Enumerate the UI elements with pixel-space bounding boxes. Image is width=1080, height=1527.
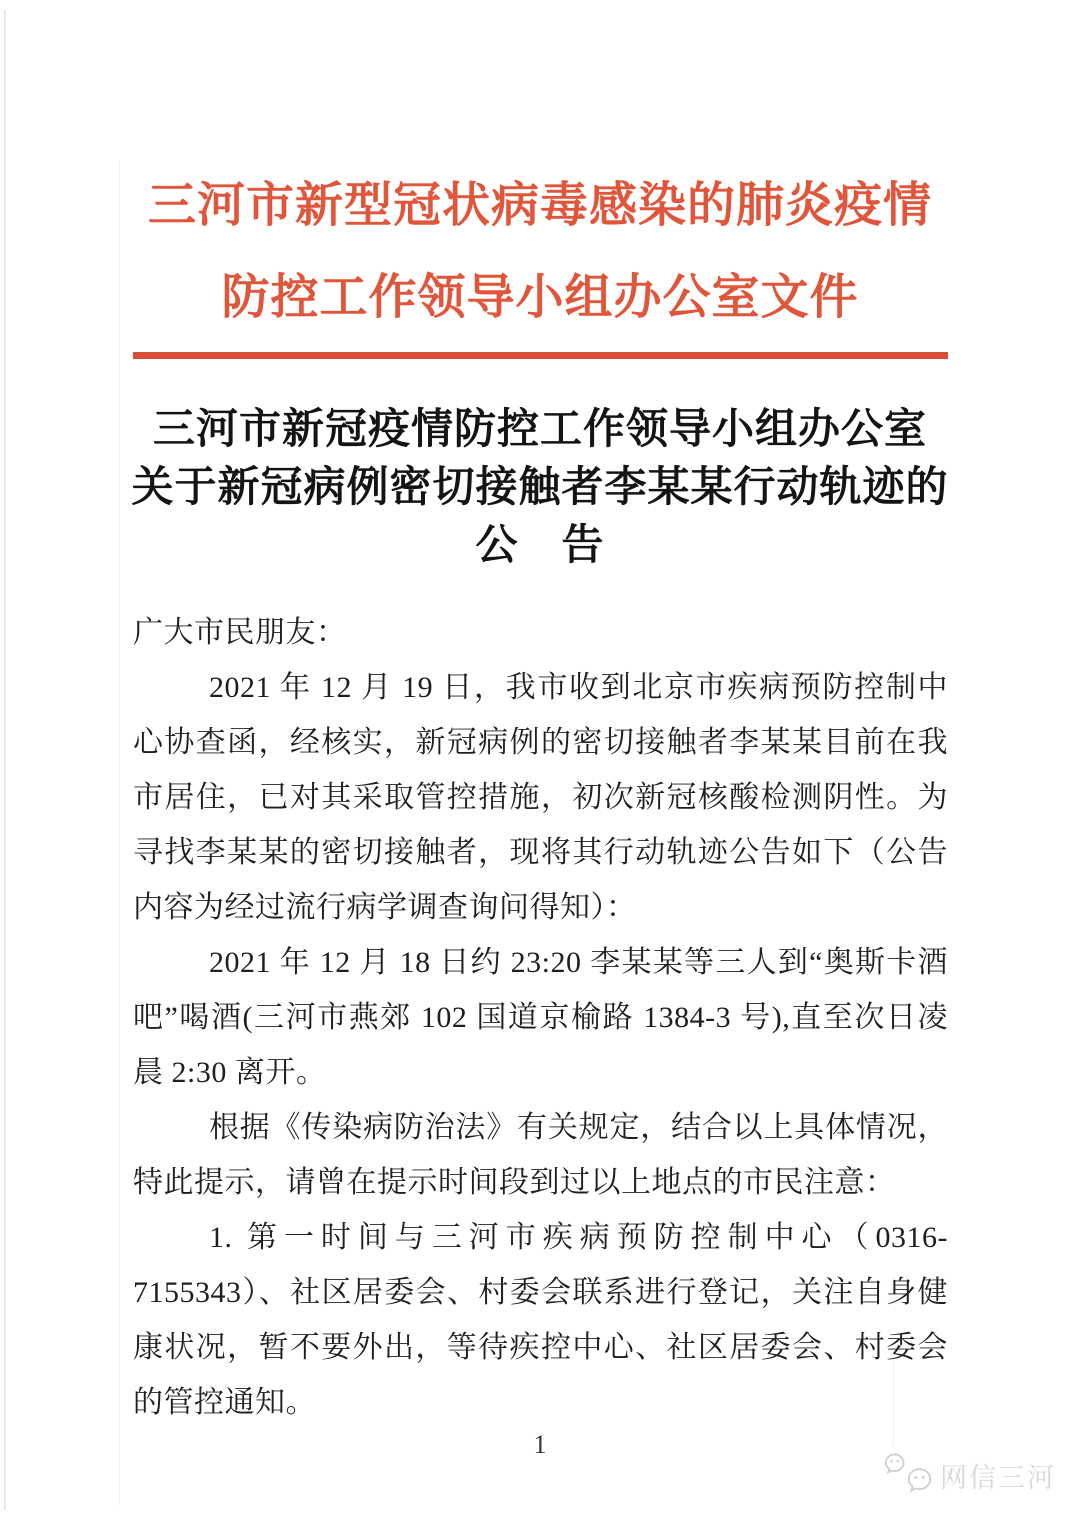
salutation: 广大市民朋友： [133, 616, 347, 649]
paragraph-2: 2021 年 12 月 18 日约 23:20 李某某等三人到“奥斯卡酒吧”喝酒(三河市燕郊 102 国道京榆路 1384-3 号),直至次日凌晨 2:30 离开。 [133, 946, 948, 1089]
document-title-line3: 公 告 [475, 521, 605, 568]
document-title-line2: 关于新冠病例密切接触者李某某行动轨迹的 [131, 463, 949, 510]
watermark [884, 1452, 1056, 1498]
red-divider-rule [133, 352, 948, 359]
document-title [0, 400, 1080, 574]
page-number: 1 [533, 1430, 547, 1459]
paragraph-4: 1. 第一时间与三河市疾病预防控制中心（0316-7155343）、社区居委会、村委会联系进行登记，关注自身健康状况，暂不要外出，等待疾控中心、社区居委会、村委会的管控通知。 [133, 1221, 948, 1419]
scan-artifact-line-margin [119, 160, 120, 1505]
document-body [133, 605, 948, 1430]
paragraph-1: 2021 年 12 月 19 日，我市收到北京市疾病预防控制中心协查函，经核实，新冠病例的密切接触者李某某目前在我市居住，已对其采取管控措施，初次新冠核酸检测阴性。为寻找李某某的密切接触者，现将其行动轨迹公告如下（公告内容为经过流行病学调查询问得知）： [133, 671, 948, 924]
watermark-label: 网信三河 [940, 1462, 1056, 1493]
wechat-logo-icon [884, 1452, 932, 1498]
paragraph-3: 根据《传染病防治法》有关规定，结合以上具体情况，特此提示，请曾在提示时间段到过以上地点的市民注意： [133, 1111, 948, 1199]
red-letterhead-line1: 三河市新型冠状病毒感染的肺炎疫情 [147, 179, 932, 232]
red-letterhead-title [0, 160, 1080, 344]
red-letterhead-line2: 防控工作领导小组办公室文件 [221, 271, 859, 324]
document-title-line1: 三河市新冠疫情防控工作领导小组办公室 [152, 405, 927, 452]
